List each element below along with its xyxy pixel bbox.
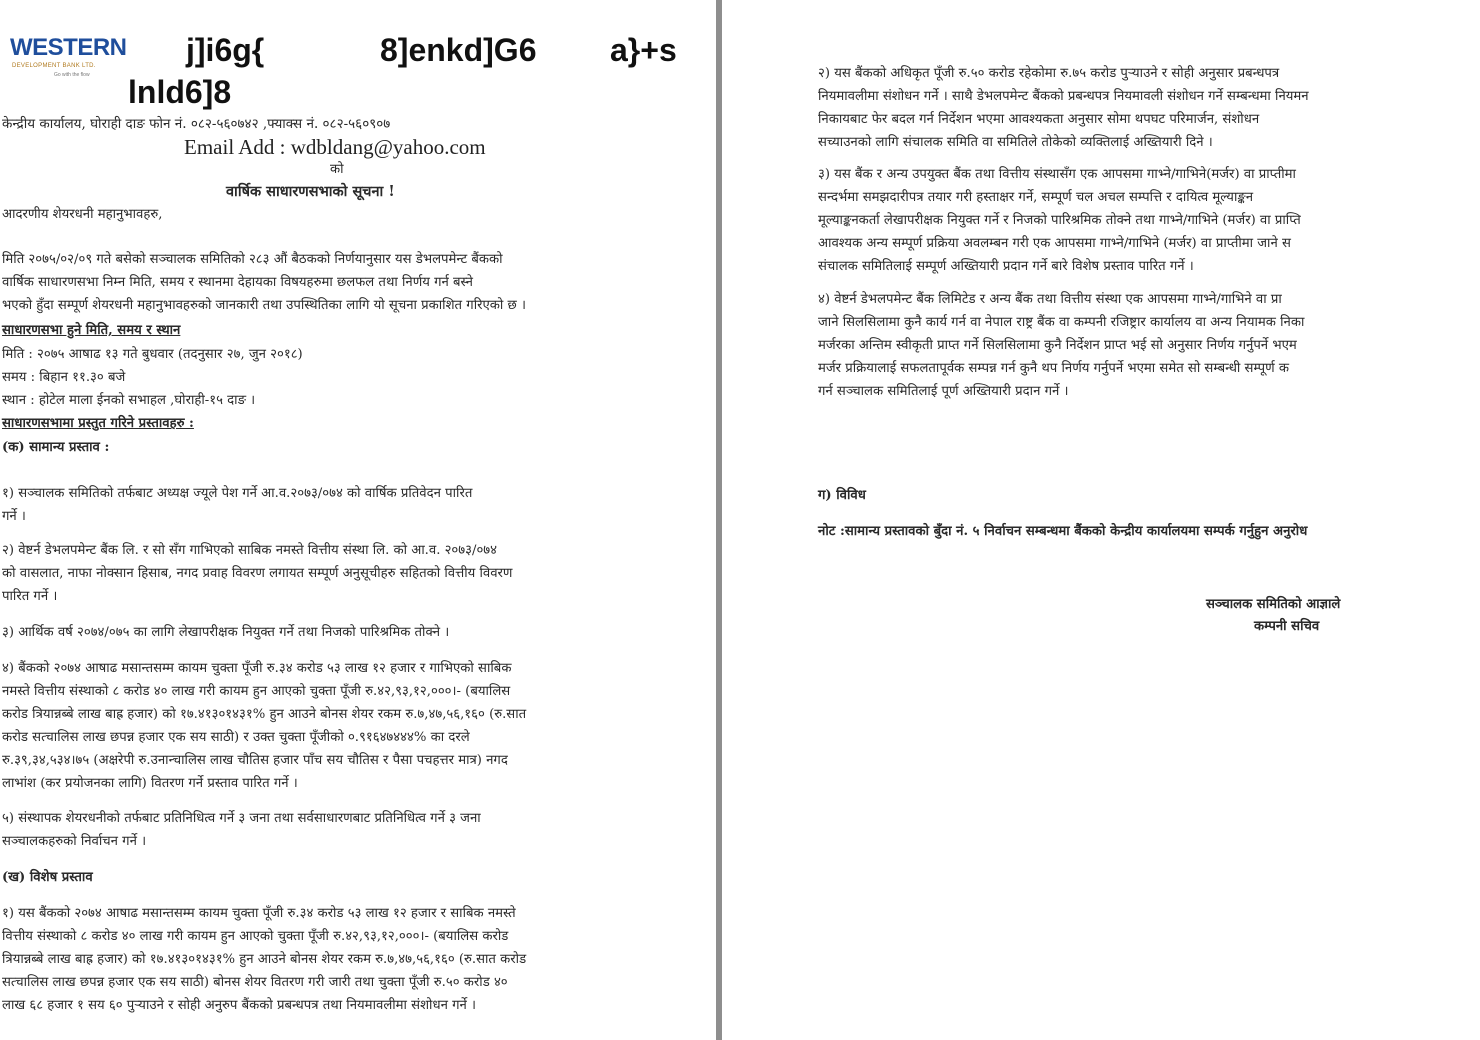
special-item-3-line: सन्दर्भमा समझदारीपत्र तयार गरी हस्ताक्षर गर्ने, सम्पूर्ण चल अचल सम्पत्ति र दायित्व मूल्याङ्कन <box>818 190 1254 205</box>
meeting-date: मिति : २०७५ आषाढ १३ गते बुधवार (तदनुसार २७, जुन २०१८) <box>2 347 303 362</box>
special-item-1-line: सत्चालिस लाख छपन्न हजार एक सय साठी) बोनस शेयर वितरण गरी जारी तथा चुक्ता पूँजी रु.५० करोड ४० <box>2 975 508 990</box>
special-item-4-line: ४) वेष्टर्न डेभलपमेन्ट बैंक लिमिटेड र अन्य बैंक तथा वित्तीय संस्था एक आपसमा गाभ्ने/गाभिने वा प्रा <box>818 292 1282 307</box>
general-item-4-line: करोड सत्चालिस लाख छपन्न हजार एक सय साठी) र उक्त चुक्ता पूँजीको ०.९१६४७४४४% का दरले <box>2 730 470 745</box>
logo-subtitle: DEVELOPMENT BANK LTD. <box>12 63 96 69</box>
logo-tagline: Go with the flow <box>54 72 90 78</box>
special-item-2-line: सच्याउनको लागि संचालक समिति वा समितिले तोकेको व्यक्तिलाई अख्तियारी दिने । <box>818 135 1213 150</box>
meeting-time: समय : बिहान ११.३० बजे <box>2 370 126 385</box>
office-address: केन्द्रीय कार्यालय, घोराही दाङ फोन नं. ०८२-५६०७४२ ,फ्याक्स नं. ०८२-५६०९०७ <box>2 116 391 132</box>
special-item-4-line: मर्जर प्रक्रियालाई सफलतापूर्वक सम्पन्न गर्न कुनै थप निर्णय गर्नुपर्ने भएमा समेत सो सम्बन्धी सम्पूर्ण क <box>818 361 1290 376</box>
email-address: Email Add : wdbldang@yahoo.com <box>184 135 486 159</box>
heading-part-1: j]i6g{ <box>186 32 265 68</box>
special-heading: (ख) विशेष प्रस्ताव <box>2 870 93 885</box>
signoff-secretary: कम्पनी सचिव <box>1254 619 1320 634</box>
special-item-4-line: गर्न सञ्चालक समितिलाई पूर्ण अख्तियारी प्रदान गर्ने । <box>818 384 1069 399</box>
right-page <box>724 0 1480 1040</box>
signoff-by-order: सञ्चालक समितिको आज्ञाले <box>1206 597 1341 612</box>
agenda-heading: साधारणसभामा प्रस्तुत गरिने प्रस्तावहरु : <box>2 416 194 431</box>
meeting-place: स्थान : होटेल माला ईनको सभाहल ,घोराही-१५ दाङ । <box>2 393 256 408</box>
heading-part-2: 8]enkd]G6 <box>380 32 537 68</box>
intro-line: भएको हुँदा सम्पूर्ण शेयरधनी महानुभावहरुको जानकारी तथा उपस्थितिका लागि यो सूचना प्रकाशित गरिएको छ । <box>2 298 526 313</box>
general-item-2-line: २) वेष्टर्न डेभलपमेन्ट बैंक लि. र सो सँग गाभिएको साबिक नमस्ते वित्तीय संस्था लि. को आ.व. २०७३/०७४ <box>2 543 498 558</box>
intro-line: मिति २०७५/०२/०९ गते बसेको सञ्चालक समितिको २८३ औं बैठकको निर्णयानुसार यस डेभलपमेन्ट बैंकको <box>2 252 503 267</box>
general-item-3-line: ३) आर्थिक वर्ष २०७४/०७५ का लागि लेखापरीक्षक नियुक्त गर्ने तथा निजको पारिश्रमिक तोक्ने । <box>2 625 450 640</box>
left-page <box>0 0 716 1040</box>
general-heading: (क) सामान्य प्रस्ताव : <box>2 440 110 455</box>
meeting-heading: साधारणसभा हुने मिति, समय र स्थान <box>2 323 181 338</box>
special-item-4-line: जाने सिलसिलामा कुनै कार्य गर्न वा नेपाल राष्ट्र बैंक वा कम्पनी रजिष्ट्रार कार्यालय वा अन्य नियामक निका <box>818 315 1305 330</box>
general-item-5-line: सञ्चालकहरुको निर्वाचन गर्ने । <box>2 834 147 849</box>
bank-logo <box>4 34 127 84</box>
page-divider <box>716 0 722 1040</box>
misc-heading: ग) विविध <box>818 488 866 503</box>
general-item-4-line: नमस्ते वित्तीय संस्थाको ८ करोड ४० लाख गरी कायम हुन आएको चुक्ता पूँजी रु.४२,९३,१२,०००।- (बयालिस <box>2 684 511 699</box>
general-item-1-line: गर्ने । <box>2 509 26 524</box>
special-item-1-line: त्रियान्नब्बे लाख बाह्र हजार) को १७.४१३०१४३१% हुन आउने बोनस शेयर रकम रु.७,४७,५६,१६० (रु.सात करोड <box>2 952 527 967</box>
special-item-3-line: ३) यस बैंक र अन्य उपयुक्त बैंक तथा वित्तीय संस्थासँग एक आपसमा गाभ्ने/गाभिने(मर्जर) वा प्राप्तीमा <box>818 167 1296 182</box>
general-item-4-line: रु.३९,३४,५३४।७५ (अक्षरेपी रु.उनान्चालिस लाख चौतिस हजार पाँच सय चौतिस र पैसा पचहत्तर मात्र) नगद <box>2 753 508 768</box>
logo-brand: WESTERN <box>10 34 127 61</box>
general-item-2-line: को वासलात, नाफा नोक्सान हिसाब, नगद प्रवाह विवरण लगायत सम्पूर्ण अनुसूचीहरु सहितको वित्तीय विवरण <box>2 566 513 581</box>
general-item-4-line: करोड त्रियान्नब्बे लाख बाह्र हजार) को १७.४१३०१४३१% हुन आउने बोनस शेयर रकम रु.७,४७,५६,१६० (रु.सात <box>2 707 527 722</box>
special-item-3-line: संचालक समितिलाई सम्पूर्ण अख्तियारी प्रदान गर्ने बारे विशेष प्रस्ताव पारित गर्ने । <box>818 259 1194 274</box>
special-item-2-line: नियमावलीमा संशोधन गर्ने । साथै डेभलपमेन्ट बैंकको प्रबन्धपत्र नियमावली संशोधन गर्ने सम्बन्धमा नियमन <box>818 89 1309 104</box>
ko-word: को <box>330 162 344 177</box>
special-item-3-line: मूल्याङ्कनकर्ता लेखापरीक्षक नियुक्त गर्ने र निजको पारिश्रमिक तोक्ने तथा गाभ्ने/गाभिने (मर्जर) वा प्राप्ति <box>818 213 1301 228</box>
notice-title: वार्षिक साधारणसभाको सूचना ! <box>226 183 395 200</box>
general-item-4-line: ४) बैंकको २०७४ आषाढ मसान्तसम्म कायम चुक्ता पूँजी रु.३४ करोड ५३ लाख १२ हजार र गाभिएको साबिक <box>2 661 512 676</box>
special-item-2-line: निकायबाट फेर बदल गर्न निर्देशन भएमा आवश्यकता अनुसार सोमा थपघट परिमार्जन, संशोधन <box>818 112 1260 127</box>
special-item-1-line: १) यस बैंकको २०७४ आषाढ मसान्तसम्म कायम चुक्ता पूँजी रु.३४ करोड ५३ लाख १२ हजार र साबिक नमस्ते <box>2 906 516 921</box>
heading-part-3: a}+s <box>610 32 677 68</box>
general-item-1-line: १) सञ्चालक समितिको तर्फबाट अध्यक्ष ज्यूले पेश गर्ने आ.व.२०७३/०७४ को वार्षिक प्रतिवेदन पारित <box>2 486 473 501</box>
note: नोट :सामान्य प्रस्तावको बुँदा नं. ५ निर्वाचन सम्बन्धमा बैंकको केन्द्रीय कार्यालयमा सम्पर्क गर्नुहुन अनुरोध <box>818 524 1308 539</box>
intro-line: वार्षिक साधारणसभा निम्न मिति, समय र स्थानमा देहायका विषयहरुमा छलफल तथा निर्णय गर्न बस्ने <box>2 275 473 290</box>
special-item-3-line: आवश्यक अन्य सम्पूर्ण प्रक्रिया अवलम्बन गरी एक आपसमा गाभ्ने/गाभिने (मर्जर) वा प्राप्तीमा जाने स <box>818 236 1291 251</box>
salutation: आदरणीय शेयरधनी महानुभावहरु, <box>2 207 163 222</box>
general-item-4-line: लाभांश (कर प्रयोजनका लागि) वितरण गर्ने प्रस्ताव पारित गर्ने । <box>2 776 298 791</box>
general-item-2-line: पारित गर्ने । <box>2 589 58 604</box>
special-item-4-line: मर्जरका अन्तिम स्वीकृती प्राप्त गर्ने सिलसिलामा कुनै निर्देशन प्राप्त भई सो अनुसार निर्णय गर्नुपर्ने भएम <box>818 338 1297 353</box>
special-item-1-line: वित्तीय संस्थाको ८ करोड ४० लाख गरी कायम हुन आएको चुक्ता पूँजी रु.४२,९३,१२,०००।- (बयालिस करोड <box>2 929 509 944</box>
special-item-1-line: लाख ६८ हजार १ सय ६० पुऱ्याउने र सोही अनुरुप बैंकको प्रबन्धपत्र तथा नियमावलीमा संशोधन गर्ने । <box>2 998 477 1013</box>
heading-part-4: lnld6]8 <box>128 74 232 110</box>
general-item-5-line: ५) संस्थापक शेयरधनीको तर्फबाट प्रतिनिधित्व गर्ने ३ जना तथा सर्वसाधारणबाट प्रतिनिधित्व गर्ने ३ जना <box>2 811 481 826</box>
special-item-2-line: २) यस बैंकको अधिकृत पूँजी रु.५० करोड रहेकोमा रु.७५ करोड पुऱ्याउने र सोही अनुसार प्रबन्धपत्र <box>818 66 1280 81</box>
